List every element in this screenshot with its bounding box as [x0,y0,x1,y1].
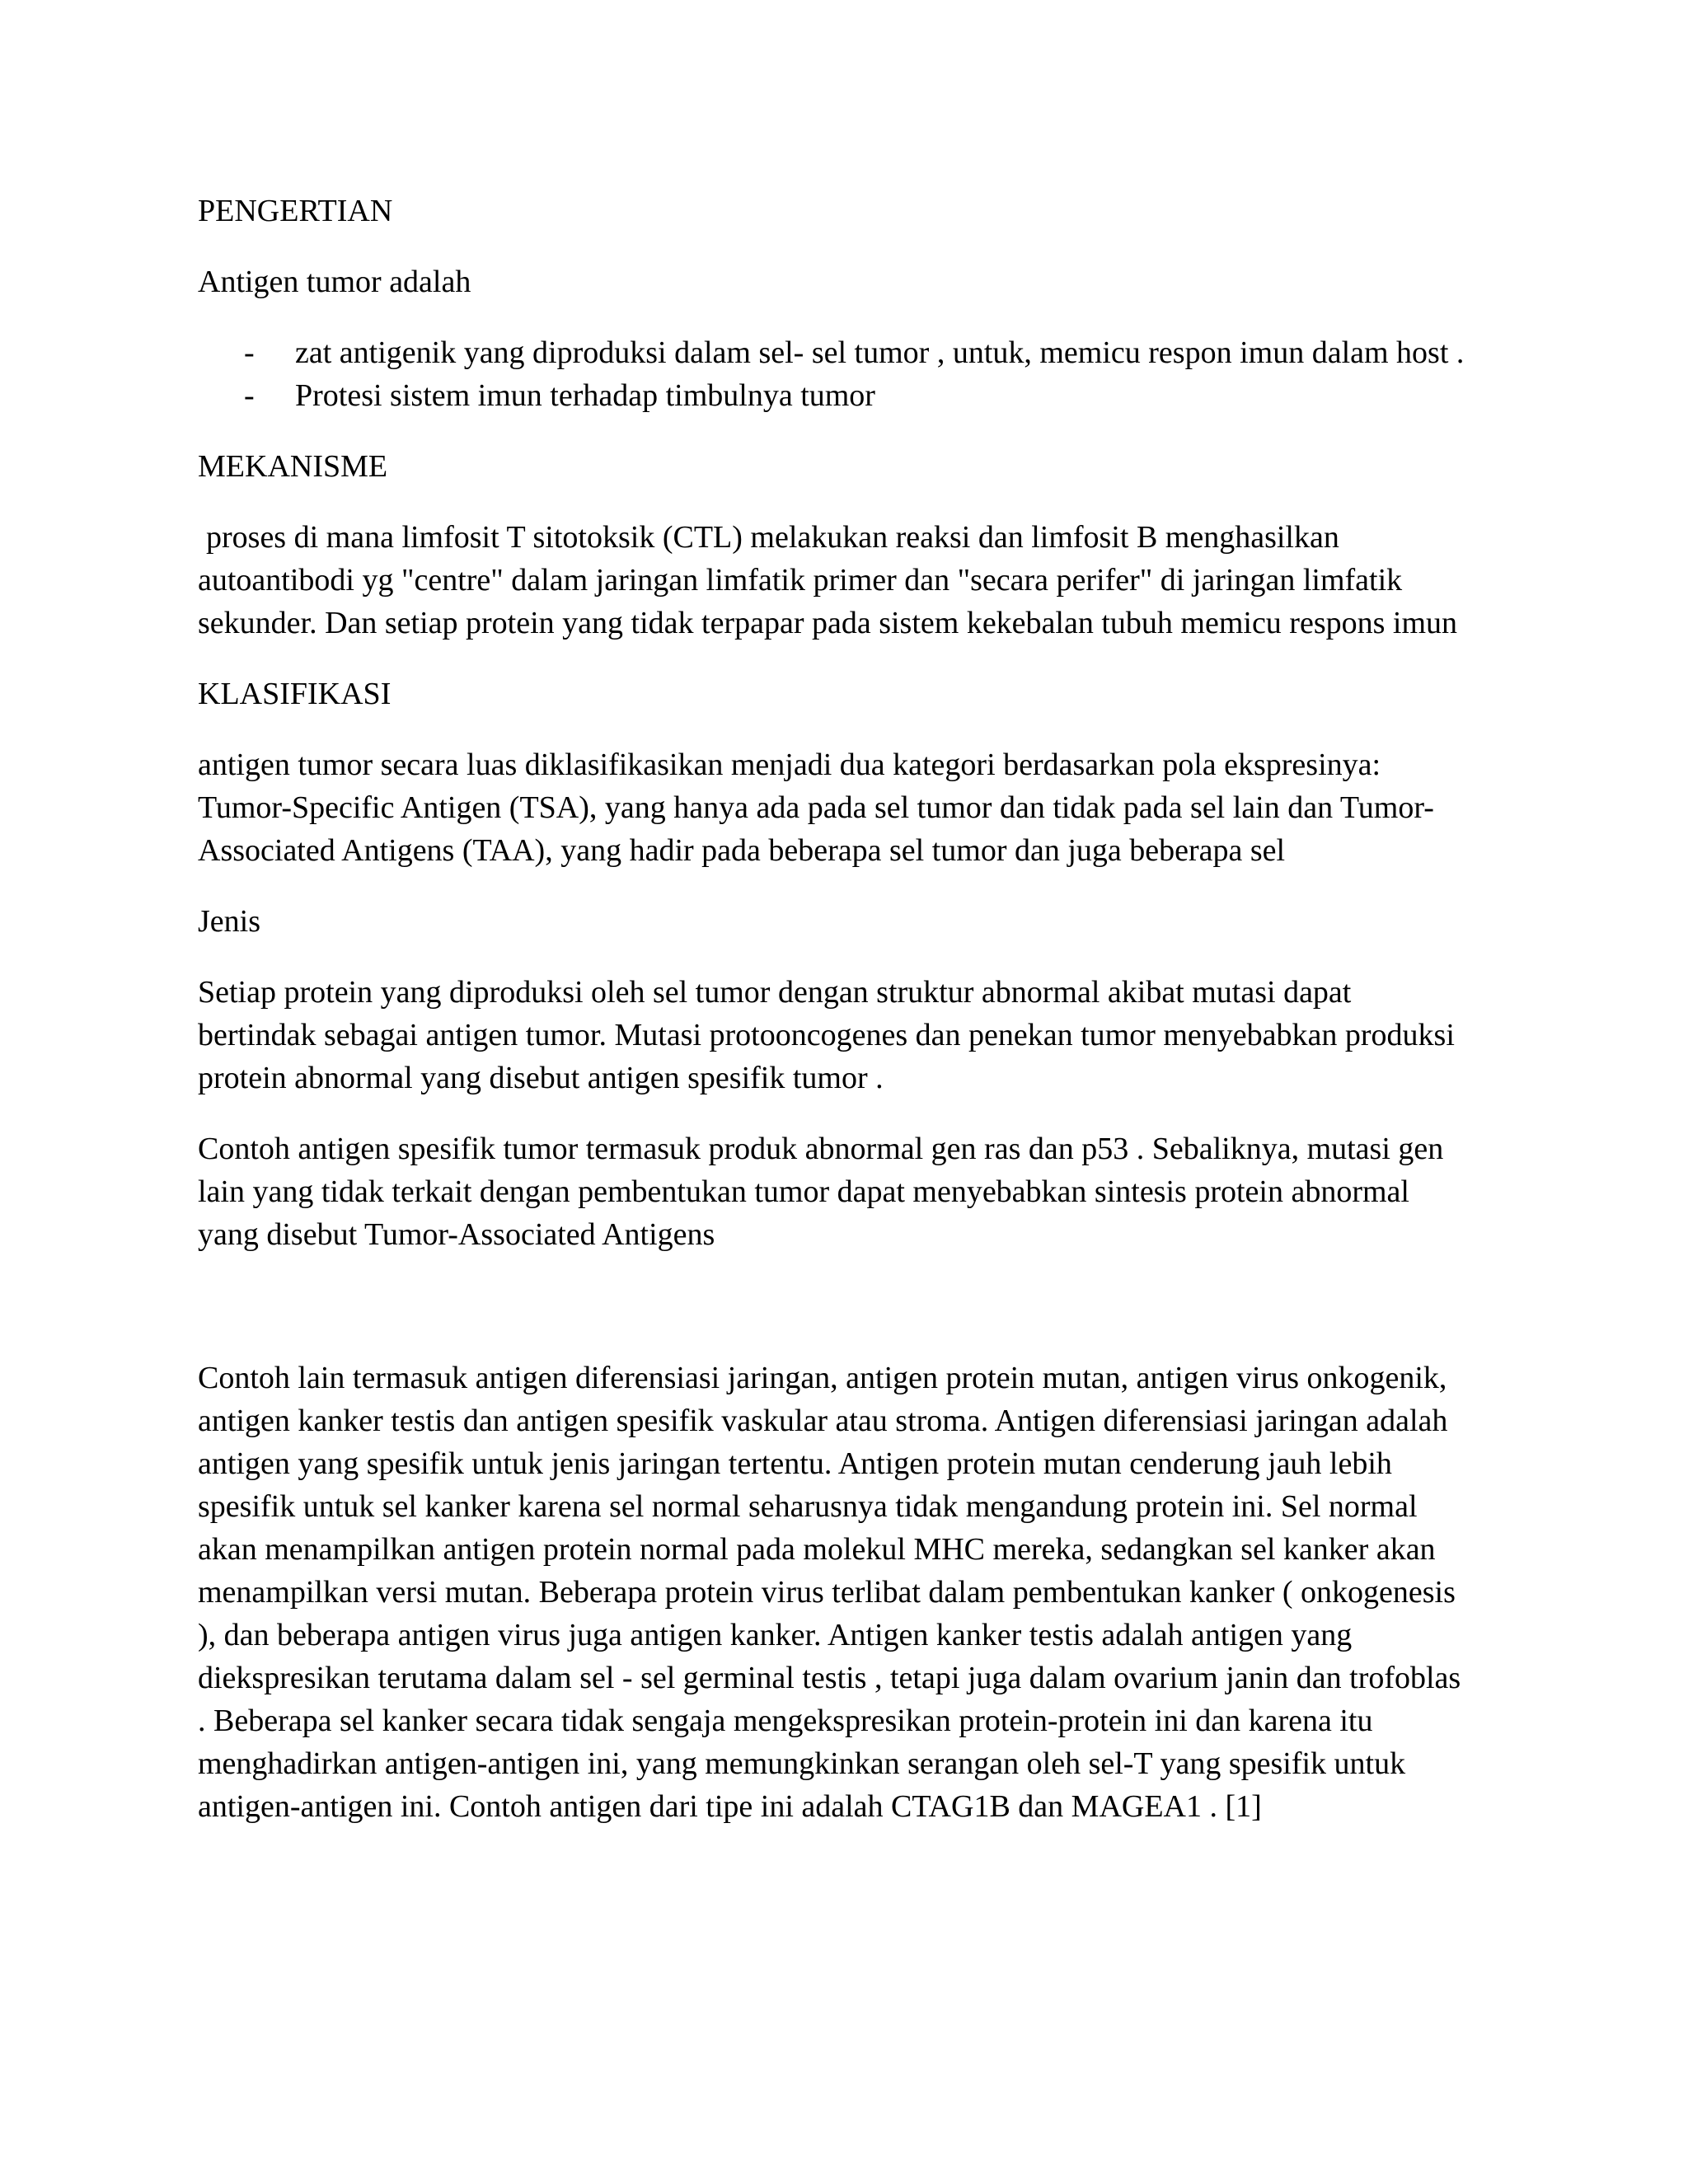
list-item-text: zat antigenik yang diproduksi dalam sel- sel tumor , untuk, memicu respon imun dalam host . [295,335,1465,370]
list-item [198,331,1467,374]
heading-jenis: Jenis [198,904,260,939]
blank-gap [198,1284,1467,1357]
bullet-dash: - [244,335,255,370]
heading-mekanisme: MEKANISME [198,449,388,484]
klasifikasi-paragraph: antigen tumor secara luas diklasifikasikan menjadi dua kategori berdasarkan pola ekspresinya: Tumor-Specific Antigen (TSA), yang hanya ada pada sel tumor dan tidak pada sel lain dan Tumor-Associated Antigens (TAA), yang hadir pada beberapa sel tumor dan juga beberapa sel [198,748,1434,868]
mekanisme-paragraph: proses di mana limfosit T sitotoksik (CTL) melakukan reaksi dan limfosit B menghasilkan autoantibodi yg "centre" dalam jaringan limfatik primer dan "secara perifer" di jaringan limfatik sekunder. Dan setiap protein yang tidak terpapar pada sistem kekebalan tubuh memicu respons imun [198,520,1458,640]
jenis-paragraph-2: Contoh antigen spesifik tumor termasuk produk abnormal gen ras dan p53 . Sebaliknya, mutasi gen lain yang tidak terkait dengan pembentukan tumor dapat menyebabkan sintesis protein abnormal yang disebut Tumor-Associated Antigens [198,1132,1444,1252]
bullet-dash: - [244,378,255,413]
document-body [198,190,1467,1856]
heading-klasifikasi: KLASIFIKASI [198,677,392,711]
definition-list [198,331,1467,417]
list-item-text: Protesi sistem imun terhadap timbulnya tumor [295,378,875,413]
list-item [198,374,1467,417]
intro-text: Antigen tumor adalah [198,265,471,299]
jenis-paragraph-3: Contoh lain termasuk antigen diferensiasi jaringan, antigen protein mutan, antigen virus onkogenik, antigen kanker testis dan antigen spesifik vaskular atau stroma. Antigen diferensiasi jaringan adalah antigen yang spesifik untuk jenis jaringan tertentu. Antigen protein mutan cenderung jauh lebih spesifik untuk sel kanker karena sel normal seharusnya tidak mengandung protein ini. Sel normal akan menampilkan antigen protein normal pada molekul MHC mereka, sedangkan sel kanker akan menampilkan versi mutan. Beberapa protein virus terlibat dalam pembentukan kanker ( onkogenesis ), dan beberapa antigen virus juga antigen kanker. Antigen kanker testis adalah antigen yang diekspresikan terutama dalam sel - sel germinal testis , tetapi juga dalam ovarium janin dan trofoblas . Beberapa sel kanker secara tidak sengaja mengekspresikan protein-protein ini dan karena itu menghadirkan antigen-antigen ini, yang memungkinkan serangan oleh sel-T yang spesifik untuk antigen-antigen ini. Contoh antigen dari tipe ini adalah CTAG1B dan MAGEA1 . [1] [198,1361,1461,1824]
jenis-paragraph-1: Setiap protein yang diproduksi oleh sel tumor dengan struktur abnormal akibat mutasi dapat bertindak sebagai antigen tumor. Mutasi protooncogenes dan penekan tumor menyebabkan produksi protein abnormal yang disebut antigen spesifik tumor . [198,975,1455,1095]
heading-pengertian: PENGERTIAN [198,194,393,228]
